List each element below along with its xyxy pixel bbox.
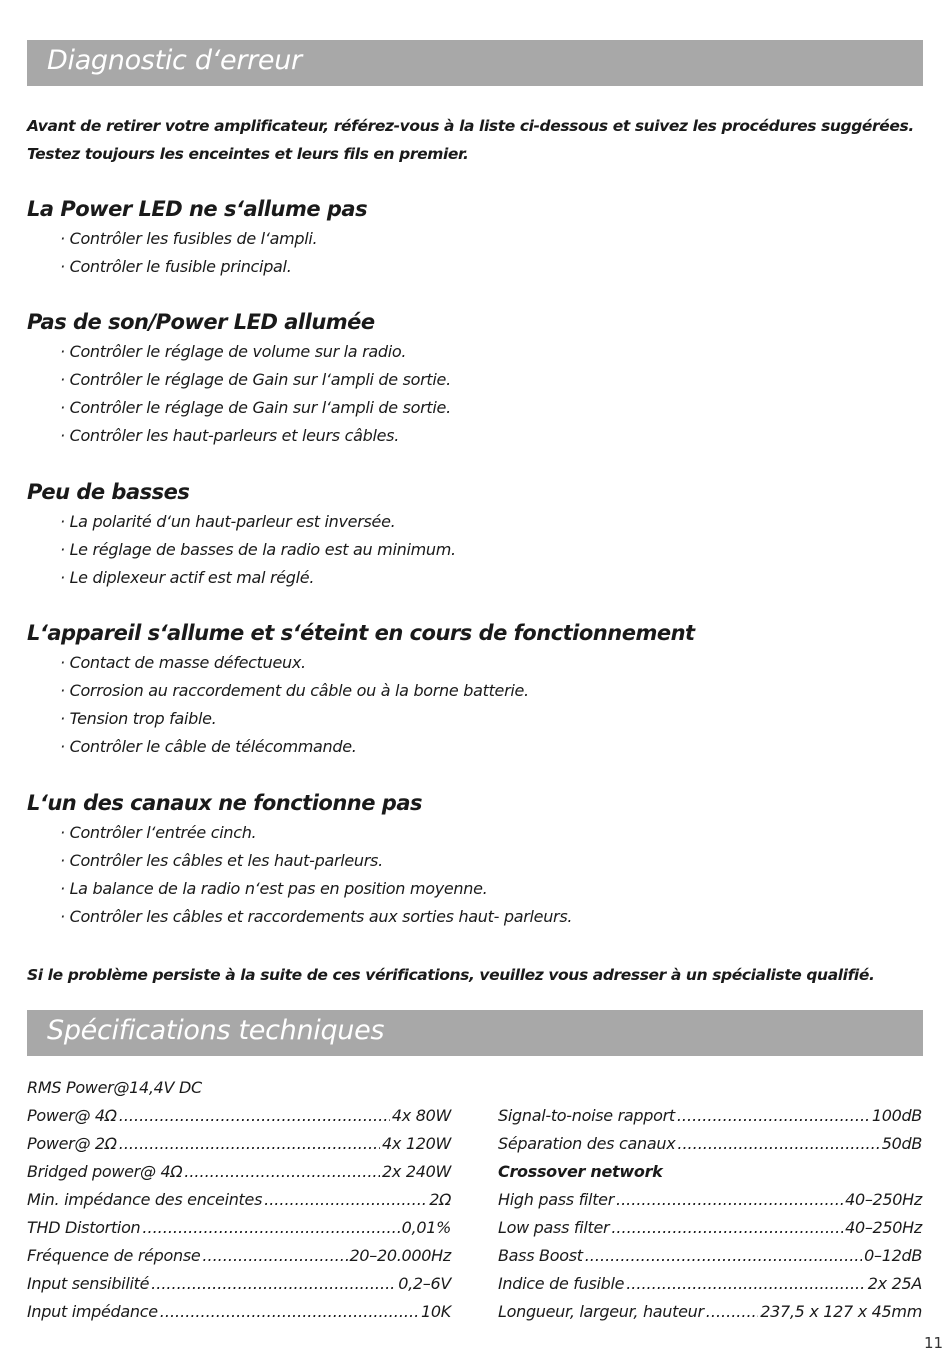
section-title-no-sound: Pas de son/Power LED allumée [27,310,375,334]
section-title-low-bass: Peu de basses [27,480,190,504]
list-item: · Le réglage de basses de la radio est au minimum. [60,540,456,559]
crossover-heading: Crossover network [498,1162,663,1181]
list-item: · Contrôler les câbles et raccordements aux sorties haut- parleurs. [60,907,573,926]
list-item: · Contrôler le réglage de Gain sur l‘ampli de sortie. [60,370,451,389]
spec-value: 0–12dB [864,1246,922,1265]
spec-label: High pass filter [498,1190,614,1209]
spec-row [27,1158,451,1186]
list-item: · Le diplexeur actif est mal réglé. [60,568,315,587]
spec-value: 40–250Hz [845,1218,922,1237]
spec-row [27,1214,451,1242]
spec-label: Power@ 2Ω [27,1134,117,1153]
spec-value: 4x 80W [391,1106,451,1125]
spec-row [27,1186,451,1214]
spec-row [498,1270,922,1298]
spec-row [498,1130,922,1158]
list-item: · La balance de la radio n‘est pas en position moyenne. [60,879,488,898]
spec-value: 2x 240W [382,1162,451,1181]
spec-value: 40–250Hz [845,1190,922,1209]
spec-label: Fréquence de réponse [27,1246,201,1265]
diagnostic-title: Diagnostic d‘erreur [47,45,302,76]
list-item: · Contact de masse défectueux. [60,653,306,672]
spec-label: Min. impédance des enceintes [27,1190,263,1209]
list-item: · Contrôler le réglage de Gain sur l‘ampli de sortie. [60,398,451,417]
spec-row [27,1270,451,1298]
spec-value: 4x 120W [382,1134,451,1153]
list-item: · Tension trop faible. [60,709,217,728]
spec-label: Signal-to-noise rapport [498,1106,675,1125]
diagnostic-banner [27,40,923,86]
rms-power-header: RMS Power@14,4V DC [27,1078,202,1097]
list-item: · Contrôler le réglage de volume sur la radio. [60,342,407,361]
intro-line-1: Avant de retirer votre amplificateur, référez-vous à la liste ci-dessous et suivez les procédures suggérées. [27,117,914,135]
spec-label: Longueur, largeur, hauteur [498,1302,704,1321]
spec-row [498,1214,922,1242]
intro-line-2: Testez toujours les enceintes et leurs fils en premier. [27,145,469,163]
spec-label: Bridged power@ 4Ω [27,1162,183,1181]
specs-title: Spécifications techniques [47,1015,385,1046]
list-item: · Contrôler les câbles et les haut-parleurs. [60,851,383,870]
spec-value: 100dB [871,1106,922,1125]
spec-value: 2x 25A [867,1274,922,1293]
section-title-power-led: La Power LED ne s‘allume pas [27,197,368,221]
spec-label: Input sensibilité [27,1274,150,1293]
spec-value: 50dB [881,1134,922,1153]
list-item: · Contrôler les haut-parleurs et leurs câbles. [60,426,399,445]
spec-label: Input impédance [27,1302,158,1321]
spec-row [498,1242,922,1270]
spec-value: 2Ω [429,1190,451,1209]
spec-value: 0,2–6V [398,1274,451,1293]
spec-row [498,1298,922,1326]
closing-note: Si le problème persiste à la suite de ces vérifications, veuillez vous adresser à un spécialiste qualifié. [27,966,875,984]
list-item: · Corrosion au raccordement du câble ou à la borne batterie. [60,681,529,700]
list-item: · Contrôler l‘entrée cinch. [60,823,257,842]
list-item: · Contrôler le câble de télécommande. [60,737,357,756]
page-number: 11 [924,1334,944,1352]
spec-row [498,1186,922,1214]
list-item: · La polarité d‘un haut-parleur est inversée. [60,512,396,531]
section-title-channel: L‘un des canaux ne fonctionne pas [27,791,422,815]
list-item: · Contrôler les fusibles de l‘ampli. [60,229,318,248]
spec-label: Low pass filter [498,1218,610,1237]
spec-value: 20–20.000Hz [349,1246,451,1265]
spec-row [27,1298,451,1326]
spec-label: Indice de fusible [498,1274,625,1293]
list-item: · Contrôler le fusible principal. [60,257,292,276]
specs-banner [27,1010,923,1056]
spec-value: 10K [421,1302,451,1321]
spec-row [498,1102,922,1130]
spec-value: 237,5 x 127 x 45mm [760,1302,922,1321]
spec-label: Séparation des canaux [498,1134,676,1153]
spec-row [27,1102,451,1130]
spec-value: 0,01% [401,1218,451,1237]
spec-label: THD Distortion [27,1218,141,1237]
spec-label: Bass Boost [498,1246,583,1265]
spec-row [27,1130,451,1158]
spec-label: Power@ 4Ω [27,1106,117,1125]
section-title-on-off: L‘appareil s‘allume et s‘éteint en cours de fonctionnement [27,621,695,645]
spec-row [27,1242,451,1270]
